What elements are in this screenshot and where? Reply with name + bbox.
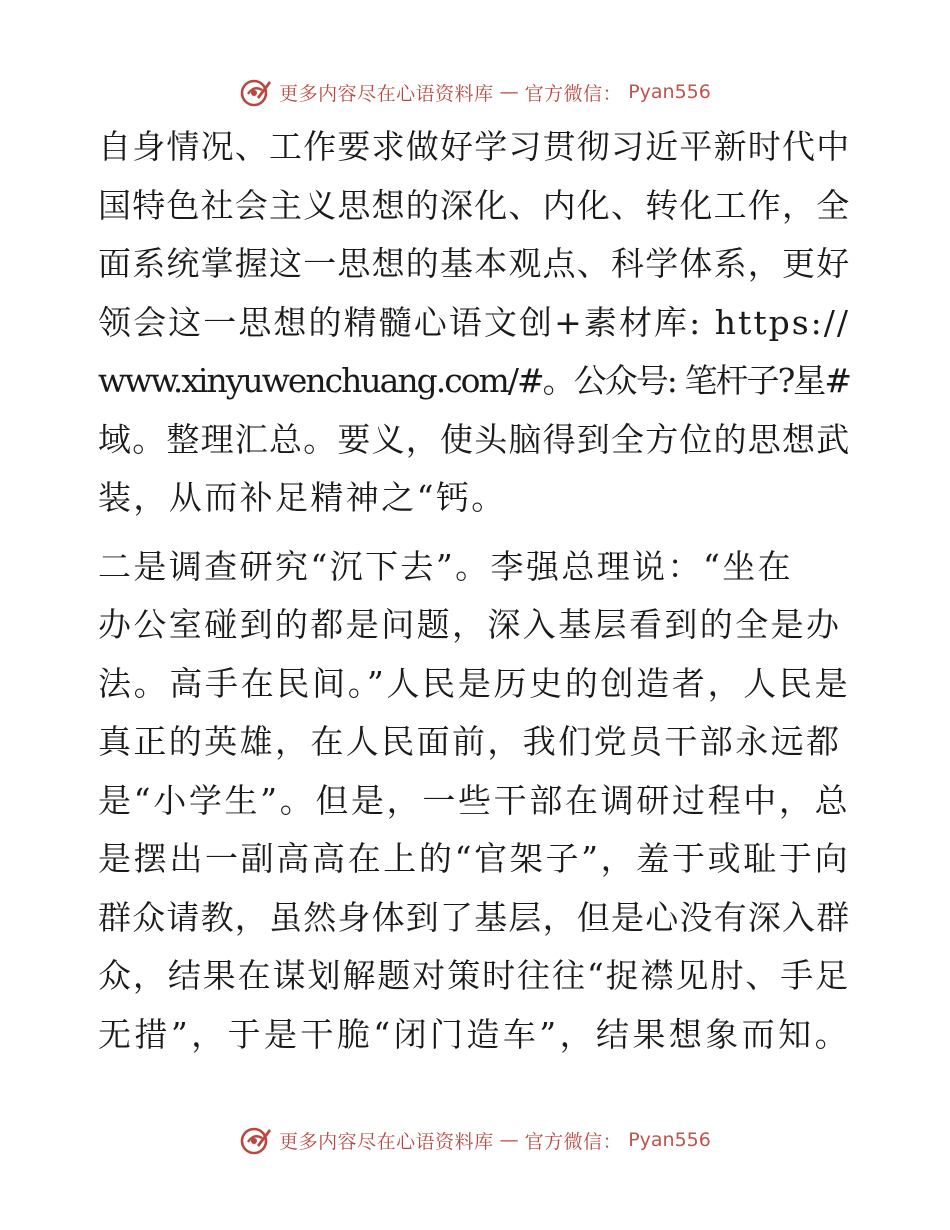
- header-banner-text: 更多内容尽在心语资料库: [279, 82, 494, 105]
- text-line: 装，从而补足精神之“钙。: [98, 478, 507, 517]
- paragraph-2: [98, 538, 858, 1065]
- text-line: 是“小学生”。但是，一些干部在调研过程中，总: [98, 780, 850, 820]
- text-line: 国特色社会主义思想的深化、内化、转化工作，全: [98, 185, 851, 225]
- text-line: 是摆出一副高高在上的“官架子”，羞于或耻于向: [98, 839, 850, 878]
- text-line: 领会这一思想的精髓心语文创+素材库: https://: [98, 302, 850, 342]
- text-line: 自身情况、工作要求做好学习贯彻习近平新时代中: [98, 127, 851, 166]
- text-line: 群众请教，虽然身体到了基层，但是心没有深入群: [98, 897, 851, 937]
- text-line: 二是调查研究“沉下去”。李强总理说：“坐在: [98, 546, 794, 586]
- text-line: 无措”，于是干脆“闭门造车”，结果想象而知。: [98, 1014, 850, 1054]
- page-footer: [0, 1120, 950, 1160]
- xinyu-logo-icon: [239, 1123, 273, 1157]
- text-line: 办公室碰到的都是问题，深入基层看到的全是办: [98, 605, 842, 644]
- paragraph-gap: [98, 528, 858, 538]
- footer-separator: —: [499, 1129, 519, 1151]
- text-line: 真正的英雄，在人民面前，我们党员干部永远都: [98, 722, 842, 761]
- text-line: 法。高手在民间。”人民是历史的创造者，人民是: [98, 663, 850, 703]
- header-separator: —: [499, 81, 519, 103]
- document-body: [98, 118, 858, 1064]
- paragraph-1: [98, 118, 858, 528]
- page-header: [0, 72, 950, 112]
- text-line: 众，结果在谋划解题对策时往往“捉襟见肘、手足: [98, 956, 850, 995]
- footer-wechat-id: Pyan556: [628, 1129, 711, 1151]
- text-line: 域。整理汇总。要义，使头脑得到全方位的思想武: [98, 419, 851, 459]
- footer-official-label: 官方微信：: [524, 1130, 623, 1153]
- xinyu-logo-icon: [239, 75, 273, 109]
- header-banner: [239, 75, 711, 109]
- header-official-label: 官方微信：: [524, 82, 623, 105]
- text-line: 面系统掌握这一思想的基本观点、科学体系，更好: [98, 244, 851, 283]
- footer-banner-text: 更多内容尽在心语资料库: [279, 1130, 494, 1153]
- text-line: www.xinyuwenchuang.com/#。公众号: 笔杆子?星#: [98, 361, 850, 400]
- footer-banner: [239, 1123, 711, 1157]
- header-wechat-id: Pyan556: [628, 81, 711, 103]
